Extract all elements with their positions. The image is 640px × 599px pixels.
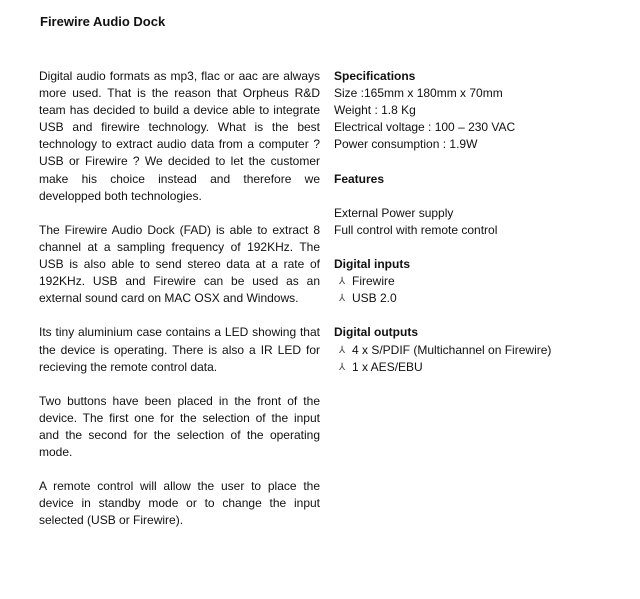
spec-voltage: Electrical voltage : 100 – 230 VAC xyxy=(334,120,516,135)
specifications-heading: Specifications xyxy=(334,69,416,83)
bullet-icon: ⅄ xyxy=(339,276,346,288)
list-item-label: Firewire xyxy=(352,274,395,289)
spec-power: Power consumption : 1.9W xyxy=(334,137,478,152)
digital-inputs-section xyxy=(334,256,634,307)
document-title: Firewire Audio Dock xyxy=(40,14,166,29)
bullet-icon: ⅄ xyxy=(339,344,346,356)
list-item xyxy=(334,290,634,307)
specs-column xyxy=(334,68,634,393)
specifications-section xyxy=(334,68,634,153)
list-item-label: 4 x S/PDIF (Multichannel on Firewire) xyxy=(352,342,552,357)
bullet-icon: ⅄ xyxy=(339,361,346,373)
list-item xyxy=(334,342,634,359)
digital-outputs-section xyxy=(334,324,634,375)
feature-item: External Power supply xyxy=(334,205,454,220)
digital-outputs-heading: Digital outputs xyxy=(334,325,418,340)
paragraph-buttons: Two buttons have been placed in the front of the device. The first one for the selection of the input and the second for the selection of the operating mode. xyxy=(39,393,320,460)
paragraph-capabilities: The Firewire Audio Dock (FAD) is able to extract 8 channel at a sampling frequency of 192KHz. The USB is also able to send stereo data at a rate of 192KHz. USB and Firewire can be used as an external sound card on MAC OSX and Windows. xyxy=(39,222,320,306)
list-item xyxy=(334,359,634,376)
digital-inputs-heading: Digital inputs xyxy=(334,257,410,272)
bullet-icon: ⅄ xyxy=(339,293,346,305)
list-item-label: USB 2.0 xyxy=(352,291,397,306)
paragraph-intro: Digital audio formats as mp3, flac or aac are always more used. That is the reason that Orpheus R&D team has decided to build a device able to integrate USB and firewire technology. What is the best technology to extract audio data from a computer ? USB or Firewire ? We decided to let the customer make his choice instead and therefore we developped both technologies. xyxy=(39,69,320,203)
spec-size: Size :165mm x 180mm x 70mm xyxy=(334,86,503,101)
description-column xyxy=(39,68,320,547)
paragraph-remote: A remote control will allow the user to place the device in standby mode or to change the input selected (USB or Firewire). xyxy=(39,479,320,528)
feature-item: Full control with remote control xyxy=(334,222,498,237)
features-heading: Features xyxy=(334,171,385,186)
features-section xyxy=(334,171,634,239)
list-item xyxy=(334,273,634,290)
paragraph-case: Its tiny aluminium case contains a LED showing that the device is operating. There is also a IR LED for recieving the remote control data. xyxy=(39,325,320,374)
spec-weight: Weight : 1.8 Kg xyxy=(334,103,416,118)
list-item-label: 1 x AES/EBU xyxy=(352,359,423,374)
